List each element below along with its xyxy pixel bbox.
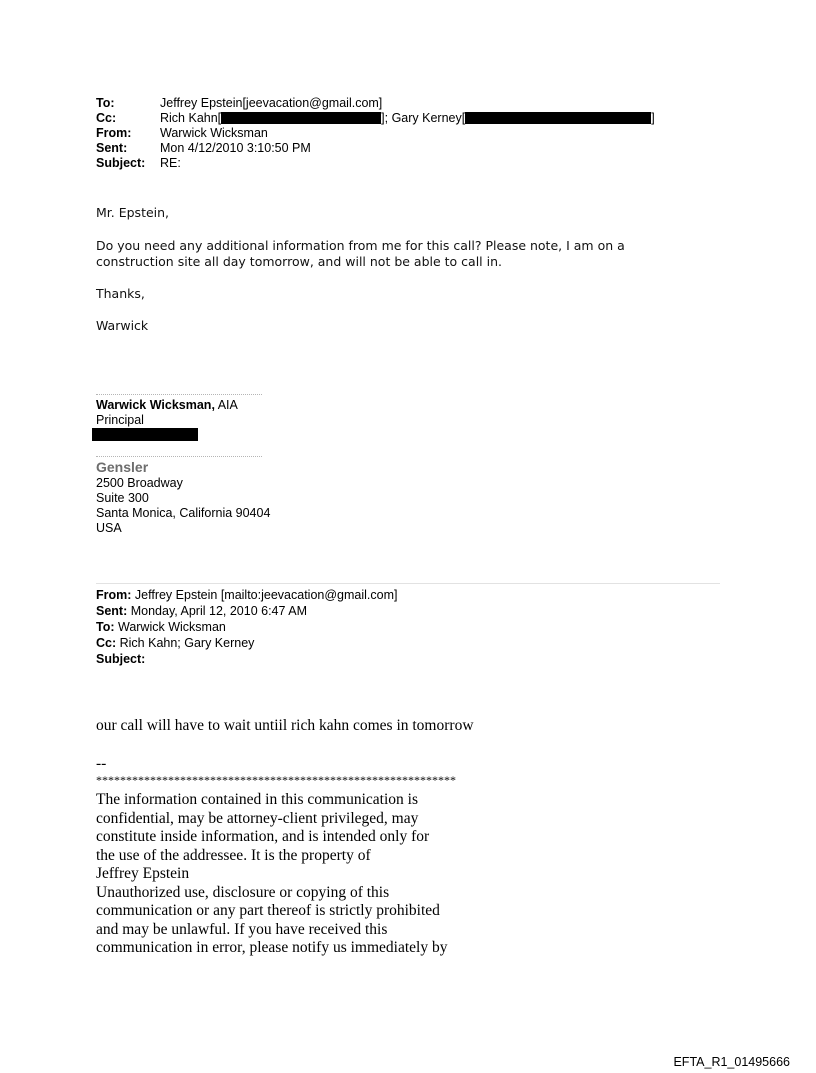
disclaimer-line: communication or any part thereof is strictly prohibited <box>96 902 440 919</box>
header-cc-value <box>160 111 655 126</box>
cc-name-1: Rich Kahn[ <box>160 111 222 125</box>
address-line: Suite 300 <box>96 491 149 505</box>
cc-close: ] <box>651 111 655 125</box>
address-line: Santa Monica, California 90404 <box>96 506 271 520</box>
signature-dashes: -- <box>96 755 107 772</box>
signature-divider <box>96 394 262 395</box>
header-to-value: Jeffrey Epstein[jeevacation@gmail.com] <box>160 96 383 110</box>
disclaimer-line: and may be unlawful. If you have received this <box>96 920 388 938</box>
header-subject-value: RE: <box>160 156 181 170</box>
body-paragraph-line: Do you need any additional information from me for this call? Please note, I am on a <box>96 238 625 253</box>
header-subject-label: Subject: <box>96 156 146 170</box>
disclaimer <box>96 791 447 958</box>
forward-cc-row <box>96 635 397 651</box>
body-greeting: Mr. Epstein, <box>96 205 170 220</box>
forward-subject-label: Subject: <box>96 652 146 666</box>
company-logo-text: Gensler <box>96 459 149 475</box>
signature-divider <box>96 456 262 457</box>
signature-name-line <box>96 398 238 413</box>
forward-sent-label: Sent: <box>96 604 128 618</box>
cc-name-2: ]; Gary Kerney[ <box>381 111 466 125</box>
forward-to-label: To: <box>96 620 115 634</box>
disclaimer-line: communication in error, please notify us immediately by <box>96 939 448 956</box>
header-cc-label: Cc: <box>96 111 117 125</box>
forward-cc-value: Rich Kahn; Gary Kerney <box>116 636 255 650</box>
address-line: 2500 Broadway <box>96 476 183 490</box>
forward-sent-row <box>96 603 397 619</box>
body-thanks: Thanks, <box>96 286 145 301</box>
forward-from-row <box>96 587 397 603</box>
signature-title: Principal <box>96 413 144 427</box>
forward-header <box>96 587 397 667</box>
disclaimer-line: confidential, may be attorney-client privileged, may <box>96 809 419 827</box>
forward-to-row <box>96 619 397 635</box>
body-paragraph <box>96 238 625 270</box>
forward-divider <box>96 583 720 584</box>
separator-stars: ************************************************************ <box>96 773 456 787</box>
signature-address <box>96 476 270 536</box>
disclaimer-line: constitute inside information, and is intended only for <box>96 828 430 845</box>
disclaimer-line: The information contained in this communication is <box>96 791 418 808</box>
forward-subject-row <box>96 651 397 667</box>
signature-credential: AIA <box>214 398 238 412</box>
header-from-value: Warwick Wicksman <box>160 126 268 140</box>
forward-cc-label: Cc: <box>96 636 117 650</box>
original-message: our call will have to wait untiil rich kahn comes in tomorrow <box>96 717 474 734</box>
forward-from-label: From: <box>96 588 132 602</box>
document-id: EFTA_R1_01495666 <box>673 1055 790 1069</box>
signature-name: Warwick Wicksman, <box>96 398 215 412</box>
forward-from-value: Jeffrey Epstein [mailto:jeevacation@gmail.com] <box>131 588 398 602</box>
disclaimer-line: Jeffrey Epstein <box>96 865 190 882</box>
header-sent-value: Mon 4/12/2010 3:10:50 PM <box>160 141 311 155</box>
forward-sent-value: Monday, April 12, 2010 6:47 AM <box>127 604 307 618</box>
body-sign: Warwick <box>96 318 149 333</box>
redaction-bar <box>221 112 381 124</box>
redaction-bar <box>465 112 651 124</box>
address-country: USA <box>96 521 122 535</box>
disclaimer-line: Unauthorized use, disclosure or copying of this <box>96 883 390 901</box>
header-from-label: From: <box>96 126 132 140</box>
redaction-bar <box>92 428 198 441</box>
forward-to-value: Warwick Wicksman <box>114 620 226 634</box>
disclaimer-line: the use of the addressee. It is the property of <box>96 846 371 864</box>
header-to-label: To: <box>96 96 115 110</box>
body-paragraph-line: construction site all day tomorrow, and will not be able to call in. <box>96 254 502 269</box>
header-sent-label: Sent: <box>96 141 128 155</box>
